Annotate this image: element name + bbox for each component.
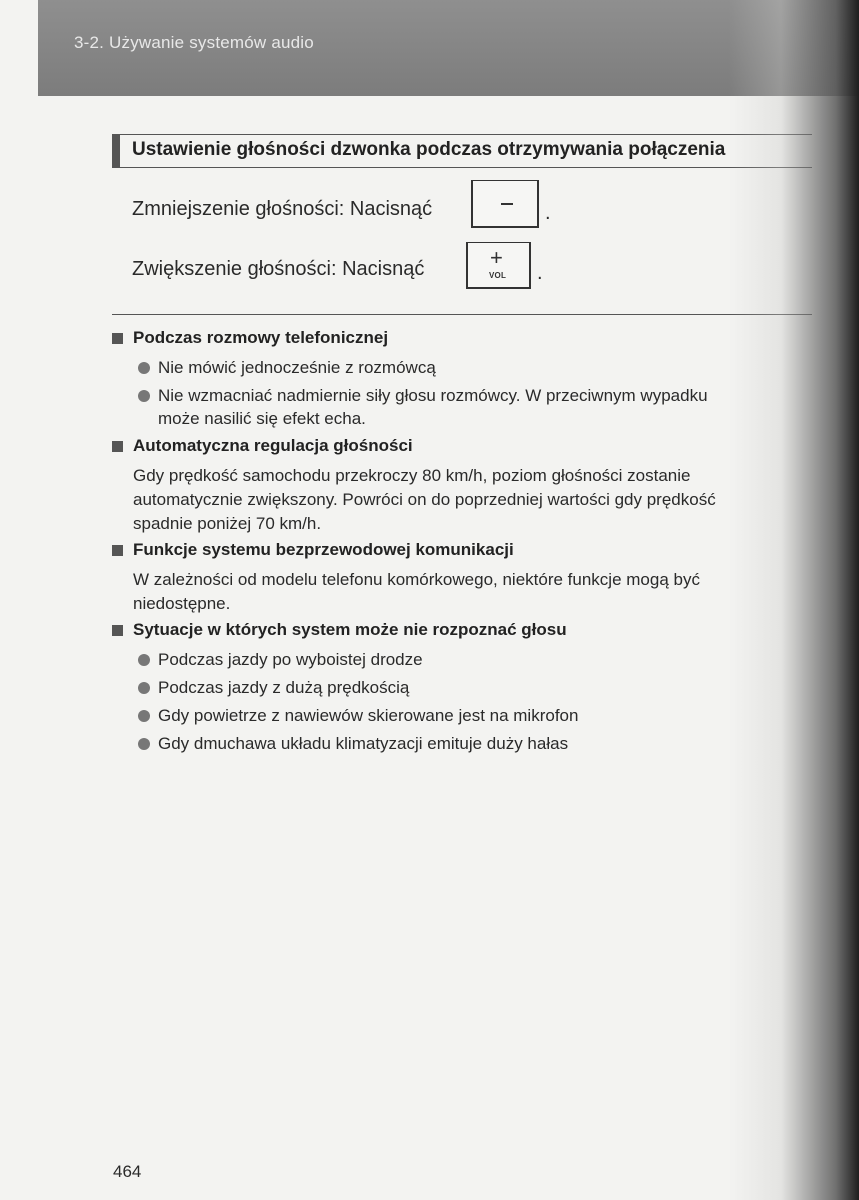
- volume-down-key-icon: [471, 180, 539, 228]
- volume-up-instruction: Zwiększenie głośności: Nacisnąć: [132, 258, 425, 280]
- volume-down-instruction: Zmniejszenie głośności: Nacisnąć: [132, 198, 433, 220]
- note-paragraph-line: Gdy prędkość samochodu przekroczy 80 km/h, poziom głośności zostanie: [133, 466, 691, 485]
- square-marker-icon: [112, 545, 123, 556]
- page-number: 464: [113, 1162, 142, 1181]
- binding-shadow: [729, 0, 859, 1200]
- bullet-icon: [138, 738, 150, 750]
- chapter-title: 3-2. Używanie systemów audio: [74, 33, 314, 52]
- bullet-icon: [138, 710, 150, 722]
- section-divider: [112, 314, 812, 315]
- vol-label: VOL: [489, 271, 507, 280]
- bullet-text: Gdy powietrze z nawiewów skierowane jest na mikrofon: [158, 706, 579, 725]
- square-marker-icon: [112, 625, 123, 636]
- note-heading: Funkcje systemu bezprzewodowej komunikacji: [133, 540, 514, 559]
- volume-up-suffix: .: [537, 262, 543, 284]
- note-paragraph-line: niedostępne.: [133, 594, 231, 613]
- bullet-icon: [138, 682, 150, 694]
- bullet-text: Podczas jazdy z dużą prędkością: [158, 678, 410, 697]
- note-paragraph-line: automatycznie zwiększony. Powróci on do poprzedniej wartości gdy prędkość: [133, 490, 716, 509]
- bullet-text: Podczas jazdy po wyboistej drodze: [158, 650, 423, 669]
- bullet-icon: [138, 390, 150, 402]
- note-paragraph-line: W zależności od modelu telefonu komórkowego, niektóre funkcje mogą być: [133, 570, 700, 589]
- note-heading: Podczas rozmowy telefonicznej: [133, 328, 389, 347]
- bullet-icon: [138, 362, 150, 374]
- minus-icon: [501, 203, 513, 205]
- section-heading: Ustawienie głośności dzwonka podczas otrzymywania połączenia: [132, 139, 726, 160]
- volume-up-key-icon: [466, 242, 531, 289]
- bullet-icon: [138, 654, 150, 666]
- note-paragraph-line: spadnie poniżej 70 km/h.: [133, 514, 322, 533]
- section-heading-box: [112, 134, 812, 168]
- note-heading: Sytuacje w których system może nie rozpoznać głosu: [133, 620, 567, 639]
- volume-down-suffix: .: [545, 202, 551, 224]
- bullet-text: Nie mówić jednocześnie z rozmówcą: [158, 358, 436, 377]
- bullet-text-continued: może nasilić się efekt echa.: [158, 409, 366, 428]
- note-heading: Automatyczna regulacja głośności: [133, 436, 413, 455]
- square-marker-icon: [112, 441, 123, 452]
- bullet-text: Gdy dmuchawa układu klimatyzacji emituje duży hałas: [158, 734, 569, 753]
- bullet-text: Nie wzmacniać nadmiernie siły głosu rozmówcy. W przeciwnym wypadku: [158, 386, 708, 405]
- plus-icon: +: [490, 245, 503, 270]
- square-marker-icon: [112, 333, 123, 344]
